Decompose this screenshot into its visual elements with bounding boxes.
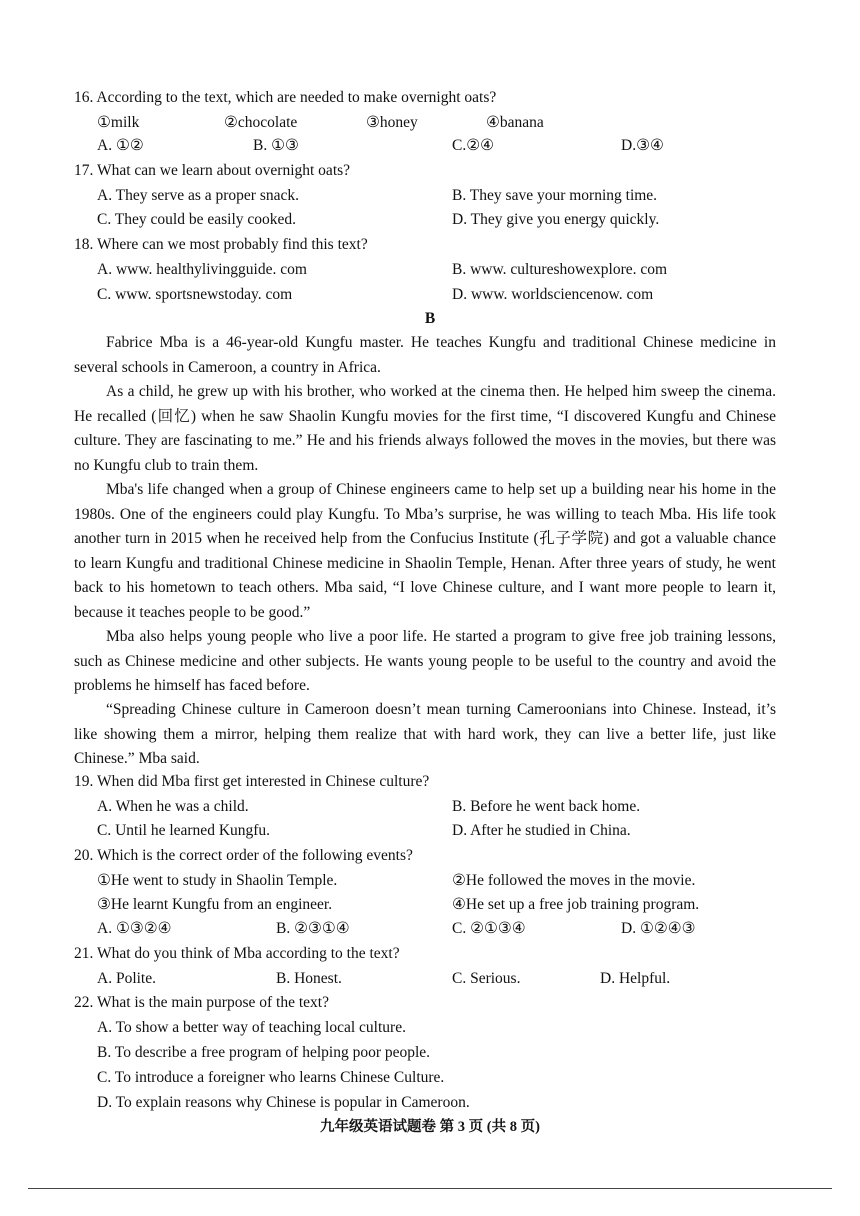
- q21-option-a: A. Polite.: [97, 970, 156, 987]
- q18-option-d: D. www. worldsciencenow. com: [452, 286, 654, 303]
- q18-option-c: C. www. sportsnewstoday. com: [97, 286, 293, 303]
- q19-option-b: B. Before he went back home.: [452, 798, 641, 815]
- question-16-stem: 16. According to the text, which are needed to make overnight oats?: [74, 89, 497, 106]
- question-20-stem: 20. Which is the correct order of the following events?: [74, 847, 413, 864]
- q21-option-b: B. Honest.: [276, 970, 342, 987]
- q18-option-b: B. www. cultureshowexplore. com: [452, 261, 668, 278]
- q20-item-3: ③He learnt Kungfu from an engineer.: [97, 896, 333, 913]
- q19-option-c: C. Until he learned Kungfu.: [97, 822, 271, 839]
- question-17-stem: 17. What can we learn about overnight oats?: [74, 162, 351, 179]
- question-18-stem: 18. Where can we most probably find this text?: [74, 236, 368, 253]
- passage-paragraph-2: As a child, he grew up with his brother, who worked at the cinema then. He helped him sweep the cinema. He recalled (回忆) when he saw Shaolin Kungfu movies for the first time, “I discovered Kungfu and Chinese culture. They are fascinating to me.” He and his friends always followed the moves in the movies, but there was no Kungfu club to train them.: [74, 383, 776, 474]
- q16-item-4: ④banana: [486, 114, 544, 131]
- q16-option-b: B. ①③: [253, 137, 299, 154]
- q16-option-a: A. ①②: [97, 137, 144, 154]
- section-b-heading: B: [424, 310, 436, 327]
- q16-item-1: ①milk: [97, 114, 140, 131]
- q20-option-c: C. ②①③④: [452, 920, 526, 937]
- q16-option-d: D.③④: [621, 137, 664, 154]
- q20-item-4: ④He set up a free job training program.: [452, 896, 700, 913]
- passage-paragraph-3: Mba's life changed when a group of Chinese engineers came to help set up a building near his home in the 1980s. One of the engineers could play Kungfu. To Mba’s surprise, he was willing to teach Mba. His life took another turn in 2015 when he received help from the Confucius Institute (孔子学院) and got a valuable chance to learn Kungfu and traditional Chinese medicine in Shaolin Temple, Henan. After three years of study, he went back to his hometown to teach others. Mba said, “I love Chinese culture, and I want more people to learn it, because it teaches people to be good.”: [74, 481, 776, 621]
- q20-option-d: D. ①②④③: [621, 920, 696, 937]
- q20-item-1: ①He went to study in Shaolin Temple.: [97, 872, 338, 889]
- question-19-stem: 19. When did Mba first get interested in Chinese culture?: [74, 773, 430, 790]
- q20-option-b: B. ②③①④: [276, 920, 350, 937]
- q22-option-c: C. To introduce a foreigner who learns Chinese Culture.: [97, 1069, 445, 1086]
- q17-option-a: A. They serve as a proper snack.: [97, 187, 299, 204]
- q17-option-c: C. They could be easily cooked.: [97, 211, 297, 228]
- q17-option-d: D. They give you energy quickly.: [452, 211, 660, 228]
- q20-item-2: ②He followed the moves in the movie.: [452, 872, 696, 889]
- q22-option-b: B. To describe a free program of helping poor people.: [97, 1044, 431, 1061]
- q20-option-a: A. ①③②④: [97, 920, 172, 937]
- q21-option-d: D. Helpful.: [600, 970, 671, 987]
- q16-item-3: ③honey: [366, 114, 418, 131]
- q22-option-a: A. To show a better way of teaching local culture.: [97, 1019, 406, 1036]
- q16-option-c: C.②④: [452, 137, 495, 154]
- question-21-stem: 21. What do you think of Mba according to the text?: [74, 945, 400, 962]
- passage-paragraph-5: “Spreading Chinese culture in Cameroon doesn’t mean turning Cameroonians into Chinese. Instead, it’s like showing them a mirror, helping them realize that with hard work, they can live a better life, just like Chinese.” Mba said.: [74, 701, 776, 768]
- q17-option-b: B. They save your morning time.: [452, 187, 658, 204]
- bottom-divider: [28, 1188, 832, 1189]
- passage-paragraph-4: Mba also helps young people who live a poor life. He started a program to give free job training lessons, such as Chinese medicine and other subjects. He wants young people to be useful to the country and avoid the problems he himself has faced before.: [74, 628, 776, 695]
- page-footer: 九年级英语试题卷 第 3 页 (共 8 页): [320, 1119, 540, 1135]
- q21-option-c: C. Serious.: [452, 970, 521, 987]
- q19-option-a: A. When he was a child.: [97, 798, 249, 815]
- question-22-stem: 22. What is the main purpose of the text?: [74, 994, 329, 1011]
- q22-option-d: D. To explain reasons why Chinese is popular in Cameroon.: [97, 1094, 470, 1111]
- passage-paragraph-1: Fabrice Mba is a 46-year-old Kungfu master. He teaches Kungfu and traditional Chinese medicine in several schools in Cameroon, a country in Africa.: [74, 334, 776, 376]
- q19-option-d: D. After he studied in China.: [452, 822, 631, 839]
- q18-option-a: A. www. healthylivingguide. com: [97, 261, 307, 278]
- q16-item-2: ②chocolate: [224, 114, 298, 131]
